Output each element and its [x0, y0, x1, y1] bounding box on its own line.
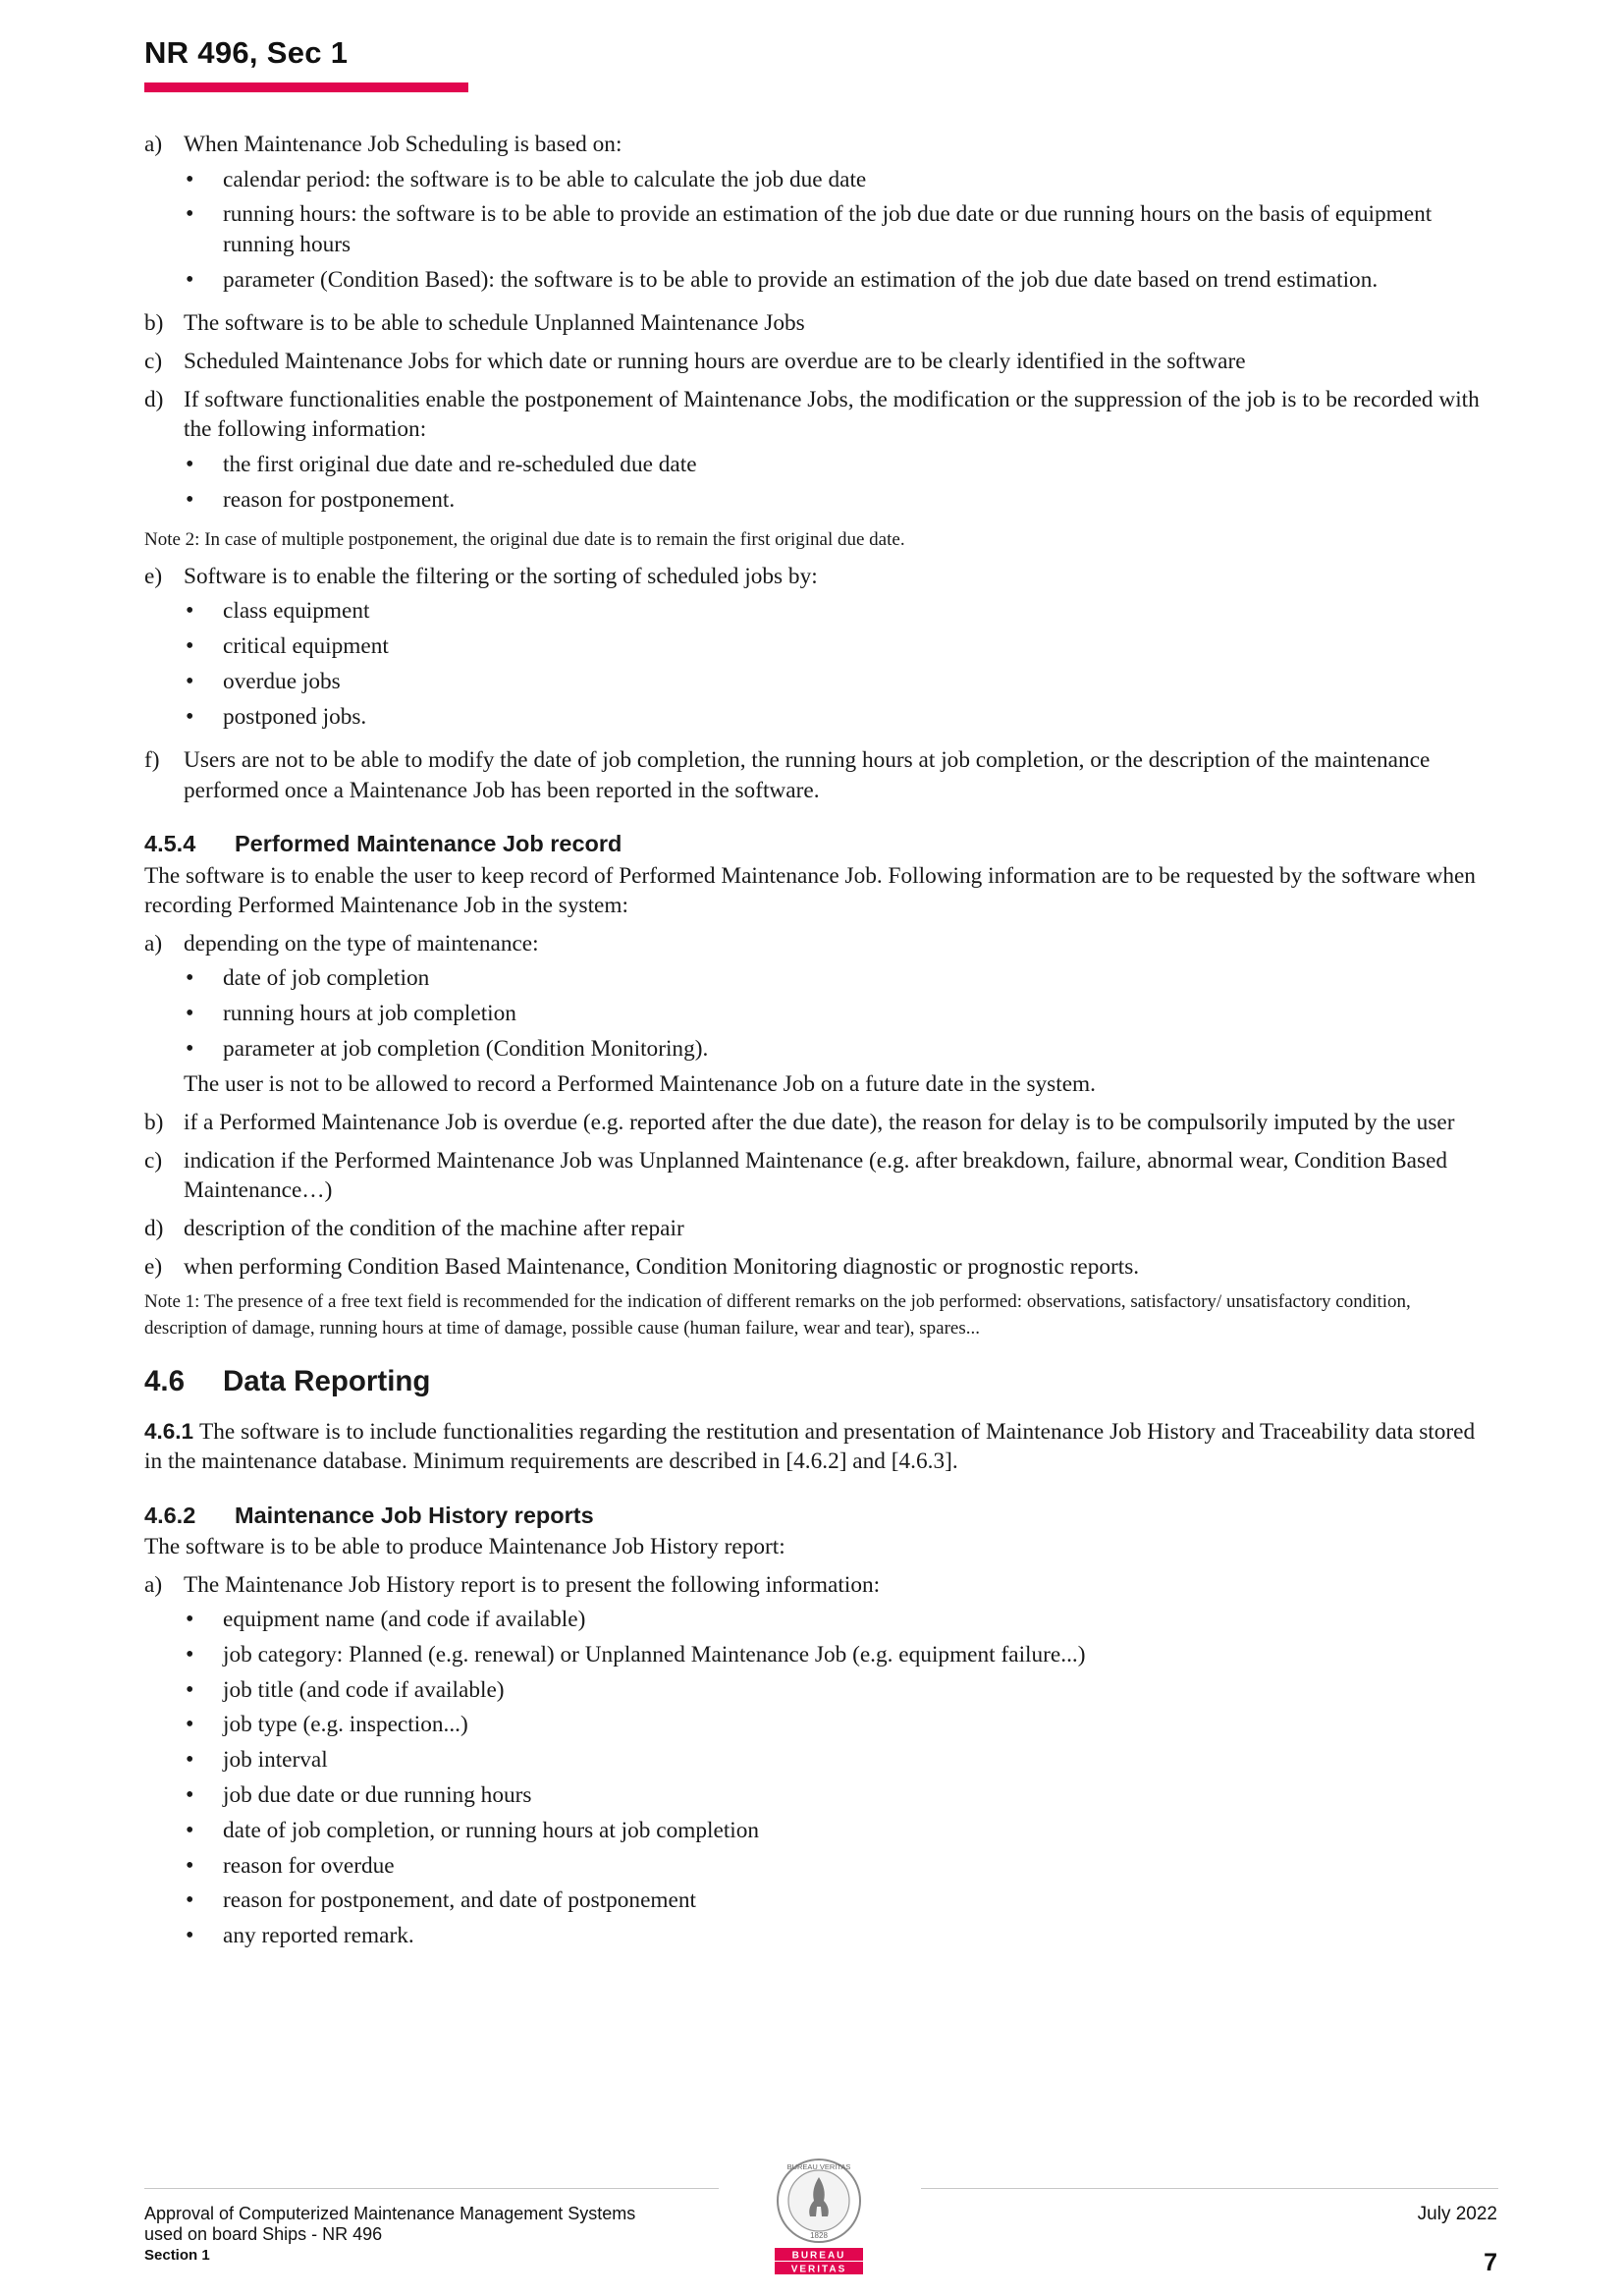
bullet-item: • job due date or due running hours: [184, 1780, 1485, 1811]
list-item: [144, 1108, 1485, 1138]
bullet-item: • the first original due date and re-scheduled due date: [184, 450, 1485, 480]
bullet-list: [184, 450, 1485, 515]
bullet-item: • job title (and code if available): [184, 1675, 1485, 1706]
bureau-veritas-logo-icon: [765, 2156, 873, 2278]
logo-band-bottom: VERITAS: [790, 2264, 847, 2275]
item-label: e): [144, 563, 163, 589]
logo-year: 1828: [810, 2231, 828, 2240]
item-label: e): [144, 1254, 163, 1281]
logo-top-text: BUREAU VERITAS: [786, 2162, 851, 2171]
bullet-item: • job type (e.g. inspection...): [184, 1710, 1485, 1740]
item-text: The software is to be able to schedule Unplanned Maintenance Jobs: [184, 309, 805, 336]
logo-band-top: BUREAU: [791, 2250, 846, 2262]
item-text: when performing Condition Based Maintenance, Condition Monitoring diagnostic or prognostic reports.: [184, 1254, 1140, 1281]
item-text: Users are not to be able to modify the date of job completion, the running hours at job completion, or the description of the maintenance performed once a Maintenance Job has been reported in the software.: [184, 747, 1431, 803]
paragraph-text: The software is to include functionalities regarding the restitution and presentation of Maintenance Job History and Traceability data stored in the maintenance database. Minimum requirements are described in [4.6.2] and [4.6.3].: [144, 1418, 1476, 1475]
bullet-item: • reason for postponement.: [184, 485, 1485, 516]
item-label: d): [144, 1216, 164, 1242]
bullet-item: • equipment name (and code if available): [184, 1605, 1485, 1635]
footer-title-line: used on board Ships - NR 496: [144, 2224, 383, 2244]
list-item: [144, 1252, 1485, 1283]
section-title: Performed Maintenance Job record: [235, 831, 622, 857]
footer-divider-left: [144, 2188, 719, 2189]
page-header-title: NR 496, Sec 1: [144, 35, 349, 70]
footer-section: Section 1: [144, 2247, 210, 2264]
item-text: When Maintenance Job Scheduling is based on:: [184, 132, 622, 157]
item-label: c): [144, 1147, 163, 1174]
section-title: Maintenance Job History reports: [235, 1502, 594, 1528]
item-subtext: The user is not to be allowed to record a Performed Maintenance Job on a future date in the system.: [184, 1070, 1096, 1097]
bullet-item: • parameter at job completion (Condition Monitoring).: [184, 1034, 1485, 1065]
item-text: The Maintenance Job History report is to present the following information:: [184, 1571, 881, 1598]
list-item: [144, 1214, 1485, 1244]
item-label: b): [144, 309, 164, 336]
section-title: Data Reporting: [223, 1365, 431, 1398]
bullet-list: [184, 963, 1485, 1064]
list-item: [144, 1570, 1485, 1956]
list-item: [144, 347, 1485, 377]
header-accent-bar: [144, 82, 468, 92]
bullet-item: • postponed jobs.: [184, 702, 1485, 733]
item-text: description of the condition of the machine after repair: [184, 1216, 684, 1242]
list-item: [144, 562, 1485, 738]
section-heading-4-5-4: [144, 829, 1485, 859]
bullet-item: • date of job completion: [184, 963, 1485, 994]
item-text: Scheduled Maintenance Jobs for which date or running hours are overdue are to be clearly identified in the software: [184, 348, 1246, 374]
item-label: a): [144, 930, 163, 957]
item-text: if a Performed Maintenance Job is overdue (e.g. reported after the due date), the reason for delay is to be compulsorily imputed by the user: [184, 1109, 1455, 1135]
item-text: indication if the Performed Maintenance Job was Unplanned Maintenance (e.g. after breakdown, failure, abnormal wear, Condition Based Maintenance…): [184, 1147, 1448, 1204]
item-label: f): [144, 747, 160, 774]
bullet-list: [184, 165, 1485, 296]
bullet-item: • class equipment: [184, 596, 1485, 627]
section-number: 4.6.2: [144, 1502, 196, 1528]
footer-date: July 2022: [1417, 2204, 1497, 2224]
item-label: b): [144, 1109, 164, 1135]
footer-document-title: [144, 2204, 635, 2266]
item-label: a): [144, 1571, 163, 1598]
bullet-item: • job category: Planned (e.g. renewal) or Unplanned Maintenance Job (e.g. equipment failure...): [184, 1640, 1485, 1670]
document-body: [144, 130, 1485, 1965]
bullet-item: • date of job completion, or running hours at job completion: [184, 1816, 1485, 1846]
page-number: 7: [1484, 2249, 1497, 2276]
bullet-list: [184, 596, 1485, 732]
bullet-item: • running hours at job completion: [184, 999, 1485, 1029]
section-heading-4-6: [144, 1367, 1485, 1397]
list-item: [144, 1146, 1485, 1206]
bullet-item: • calendar period: the software is to be able to calculate the job due date: [184, 165, 1485, 195]
list-item: [144, 308, 1485, 339]
paragraph-4-6-1: [144, 1417, 1485, 1477]
footer-divider-right: [921, 2188, 1498, 2189]
item-text: Software is to enable the filtering or the sorting of scheduled jobs by:: [184, 563, 818, 589]
bullet-list: [184, 1605, 1485, 1951]
item-text: If software functionalities enable the postponement of Maintenance Jobs, the modification or the suppression of the job is to be recorded with the following information:: [184, 386, 1480, 443]
section-intro: The software is to enable the user to keep record of Performed Maintenance Job. Following information are to be requested by the software when recording Performed Maintenance Job in the system:: [144, 862, 1476, 919]
bullet-item: • critical equipment: [184, 631, 1485, 662]
note-2: Note 2: In case of multiple postponement, the original due date is to remain the first original due date.: [144, 528, 905, 550]
note-1: Note 1: The presence of a free text field is recommended for the indication of different remarks on the job performed: observations, satisfactory/ unsatisfactory condition, description of damage, running hours at time of damage, possible cause (human failure, wear and tear), spares...: [144, 1291, 1411, 1339]
footer-title-line: Approval of Computerized Maintenance Management Systems: [144, 2204, 636, 2223]
bullet-item: • parameter (Condition Based): the software is to be able to provide an estimation of the job due date based on trend estimation.: [184, 265, 1485, 296]
section-heading-4-6-2: [144, 1501, 1485, 1531]
list-item: [144, 385, 1485, 520]
bullet-item: • any reported remark.: [184, 1921, 1485, 1951]
section-intro: The software is to be able to produce Maintenance Job History report:: [144, 1534, 785, 1560]
section-number: 4.6.1: [144, 1418, 194, 1444]
bullet-item: • reason for overdue: [184, 1851, 1485, 1882]
bullet-item: • running hours: the software is to be able to provide an estimation of the job due date or due running hours on the basis of equipment running hours: [184, 199, 1485, 259]
bullet-item: • overdue jobs: [184, 667, 1485, 697]
list-item: [144, 130, 1485, 300]
section-number: 4.6: [144, 1365, 186, 1398]
list-item: [144, 745, 1485, 805]
item-text: depending on the type of maintenance:: [184, 930, 539, 957]
list-item: [144, 929, 1485, 1099]
item-label: a): [144, 132, 163, 157]
item-label: c): [144, 348, 163, 374]
bullet-item: • job interval: [184, 1745, 1485, 1776]
bullet-item: • reason for postponement, and date of postponement: [184, 1886, 1485, 1916]
item-label: d): [144, 386, 164, 412]
section-number: 4.5.4: [144, 831, 196, 857]
